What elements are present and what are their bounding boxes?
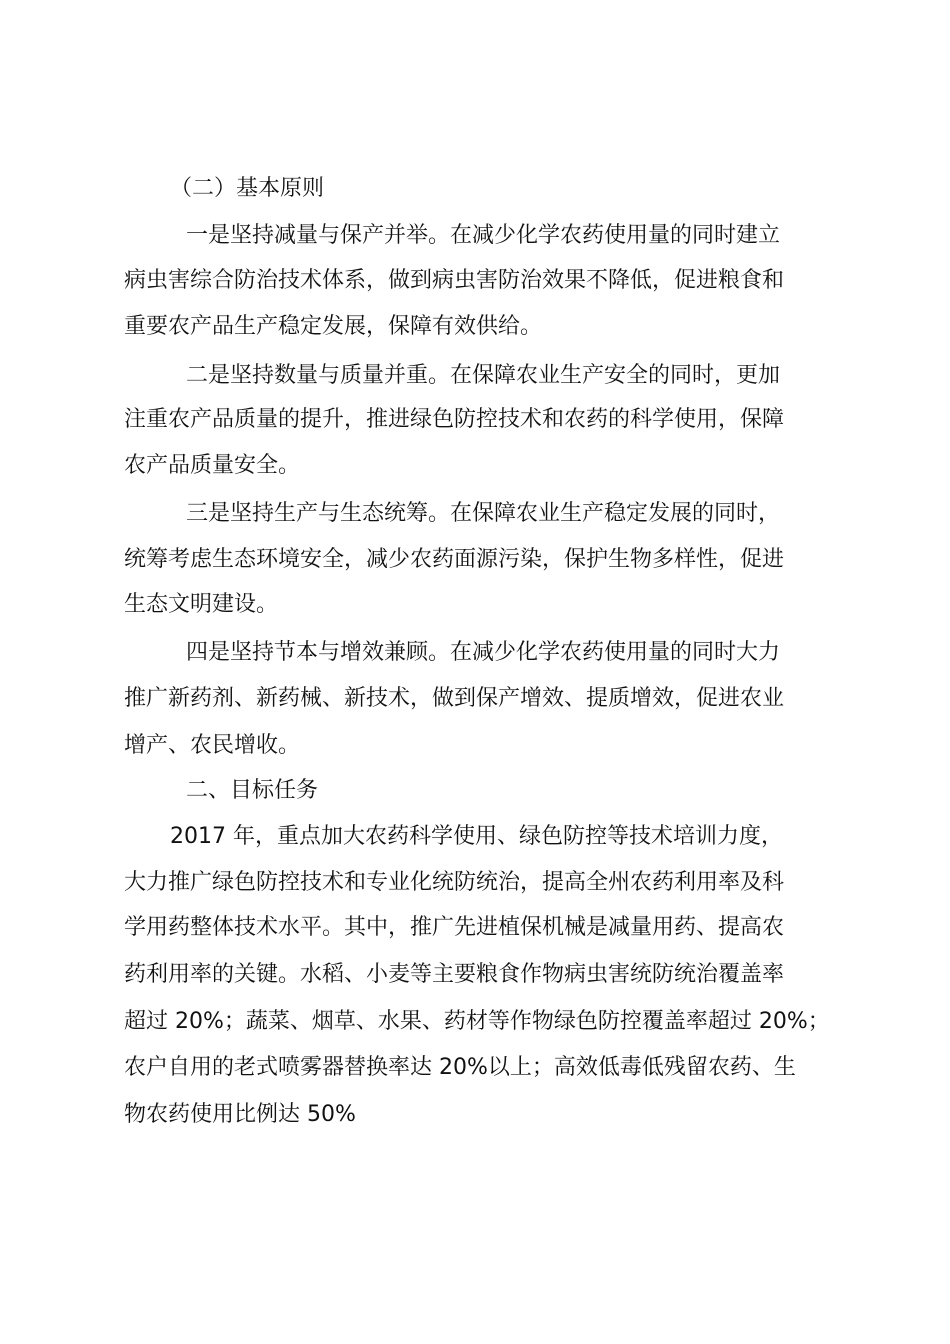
principle-4-line-2: 推广新药剂、新药械、新技术，做到保产增效、提质增效，促进农业 [124, 686, 785, 711]
principle-1-line-3: 重要农产品生产稳定发展，保障有效供给。 [124, 314, 543, 339]
principle-2-line-3: 农产品质量安全。 [124, 453, 301, 478]
section-heading: （二）基本原则 [170, 176, 325, 201]
principle-2-line-1: 二是坚持数量与质量并重。在保障农业生产安全的同时，更加 [186, 363, 781, 388]
principle-3-line-1: 三是坚持生产与生态统筹。在保障农业生产稳定发展的同时， [186, 501, 781, 526]
principle-1-line-1: 一是坚持减量与保产并举。在减少化学农药使用量的同时建立 [186, 223, 781, 248]
principle-2-line-2: 注重农产品质量的提升，推进绿色防控技术和农药的科学使用，保障 [124, 407, 785, 432]
principle-3-line-3: 生态文明建设。 [124, 592, 279, 617]
goal-line-6: 农户自用的老式喷雾器替换率达 20%以上；高效低毒低残留农药、生 [124, 1055, 796, 1080]
principle-3-line-2: 统筹考虑生态环境安全，减少农药面源污染，保护生物多样性，促进 [124, 547, 785, 572]
chapter-heading: 二、目标任务 [186, 778, 319, 803]
principle-4-line-3: 增产、农民增收。 [124, 733, 301, 758]
goal-line-2: 大力推广绿色防控技术和专业化统防统治，提高全州农药利用率及科 [124, 870, 785, 895]
principle-1-line-2: 病虫害综合防治技术体系，做到病虫害防治效果不降低，促进粮食和 [124, 268, 785, 293]
principle-4-line-1: 四是坚持节本与增效兼顾。在减少化学农药使用量的同时大力 [186, 640, 781, 665]
goal-line-3: 学用药整体技术水平。其中，推广先进植保机械是减量用药、提高农 [124, 915, 785, 940]
goal-line-7: 物农药使用比例达 50% [124, 1102, 356, 1127]
goal-line-5: 超过 20%；蔬菜、烟草、水果、药材等作物绿色防控覆盖率超过 20%； [124, 1009, 830, 1034]
goal-line-1: 2017 年，重点加大农药科学使用、绿色防控等技术培训力度， [170, 824, 783, 849]
goal-line-4: 药利用率的关键。水稻、小麦等主要粮食作物病虫害统防统治覆盖率 [124, 962, 785, 987]
